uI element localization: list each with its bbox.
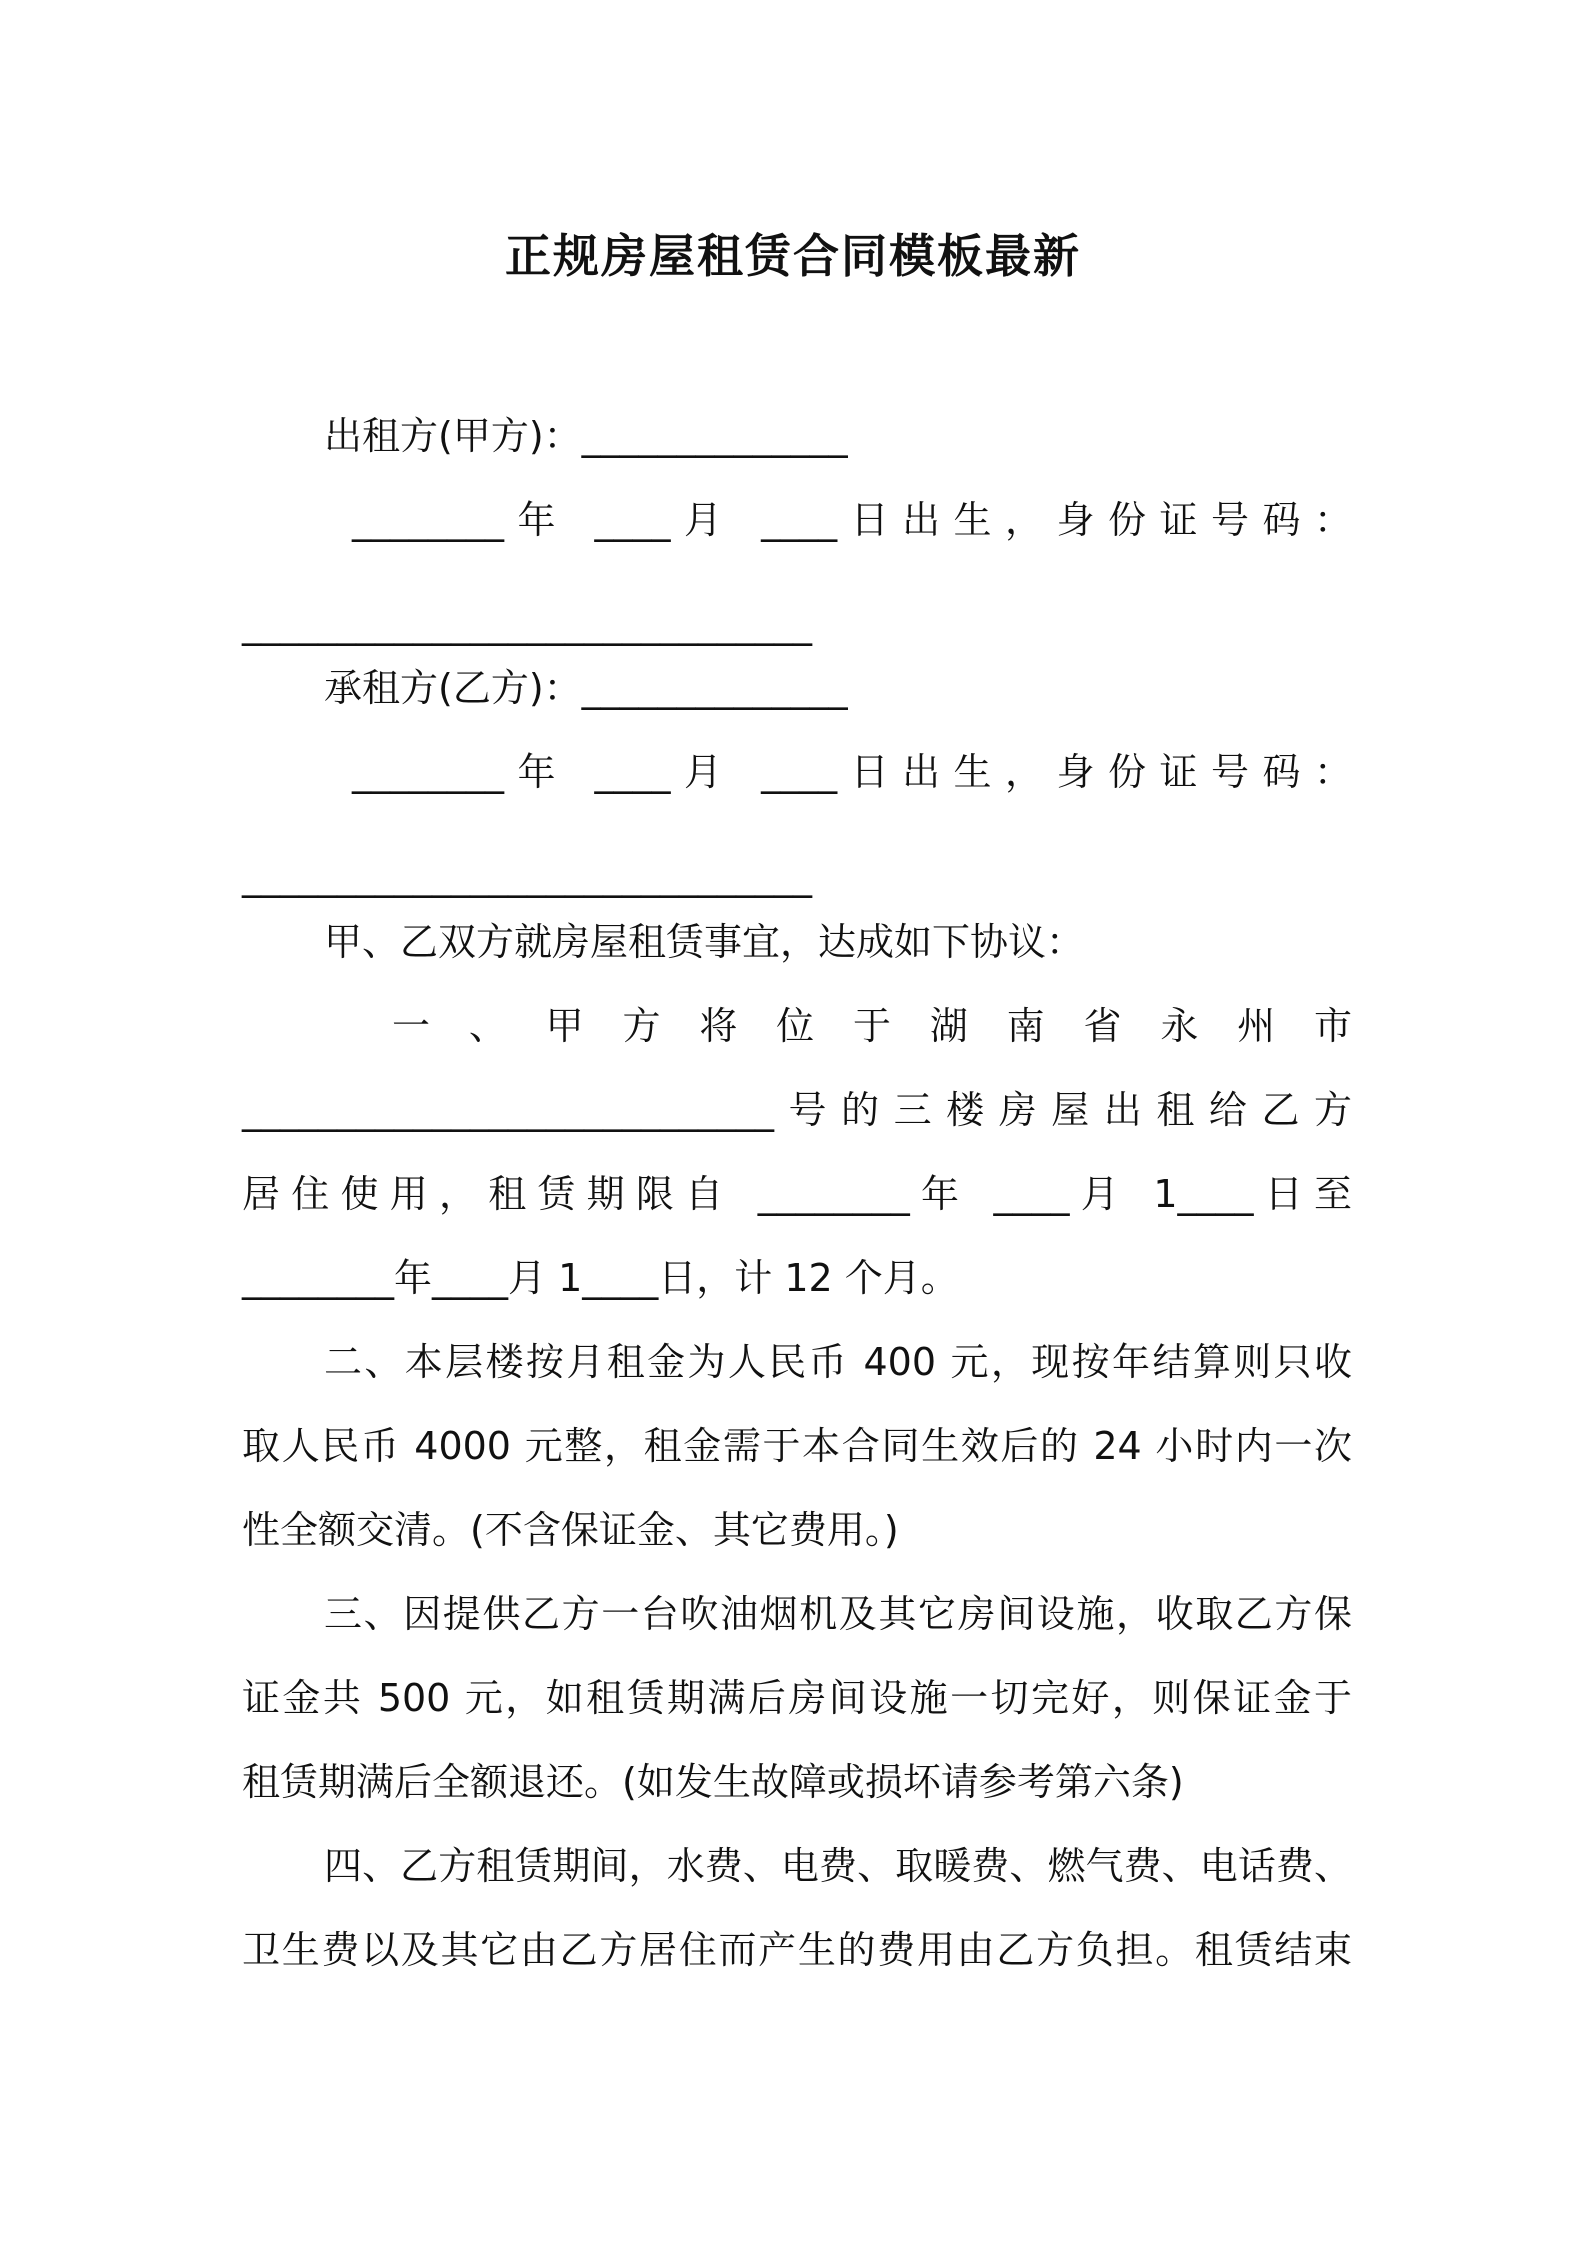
clause-1-line-2: ____________________________号的三楼房屋出租给乙方 bbox=[242, 1088, 1352, 1132]
lessor-id-blank: ______________________________ bbox=[242, 602, 812, 646]
clause-2-line-1: 二、本层楼按月租金为人民币 400 元，现按年结算则只收 bbox=[324, 1340, 1352, 1384]
lessor-line: 出租方(甲方)：______________ bbox=[324, 414, 848, 458]
clause-4-line-2: 卫生费以及其它由乙方居住而产生的费用由乙方负担。租赁结束 bbox=[242, 1928, 1352, 1972]
clause-1-line-1: 一、甲方将位于湖南省永州市 bbox=[392, 1004, 1352, 1048]
lessee-line: 承租方(乙方)：______________ bbox=[324, 666, 848, 710]
clause-3-line-3: 租赁期满后全额退还。(如发生故障或损坏请参考第六条) bbox=[242, 1760, 1184, 1804]
clause-3-line-2: 证金共 500 元，如租赁期满后房间设施一切完好，则保证金于 bbox=[242, 1676, 1352, 1720]
lessee-birth-id-line: ________年 ____月 ____日出生，身份证号码： bbox=[352, 750, 1352, 794]
lessee-id-blank: ______________________________ bbox=[242, 854, 812, 898]
clause-3-line-1: 三、因提供乙方一台吹油烟机及其它房间设施，收取乙方保 bbox=[324, 1592, 1352, 1636]
clause-1-line-3: 居住使用，租赁期限自 ________年 ____月 1____日至 bbox=[242, 1172, 1352, 1216]
document-title: 正规房屋租赁合同模板最新 bbox=[505, 229, 1081, 283]
clause-1-line-4: ________年____月 1____日，计 12 个月。 bbox=[242, 1256, 959, 1300]
clause-2-line-3: 性全额交清。(不含保证金、其它费用。) bbox=[242, 1508, 899, 1552]
agreement-intro: 甲、乙双方就房屋租赁事宜，达成如下协议： bbox=[324, 920, 1085, 964]
lessor-birth-id-line: ________年 ____月 ____日出生，身份证号码： bbox=[352, 498, 1352, 542]
clause-2-line-2: 取人民币 4000 元整，租金需于本合同生效后的 24 小时内一次 bbox=[242, 1424, 1352, 1468]
clause-4-line-1: 四、乙方租赁期间，水费、电费、取暖费、燃气费、电话费、 bbox=[324, 1844, 1352, 1888]
